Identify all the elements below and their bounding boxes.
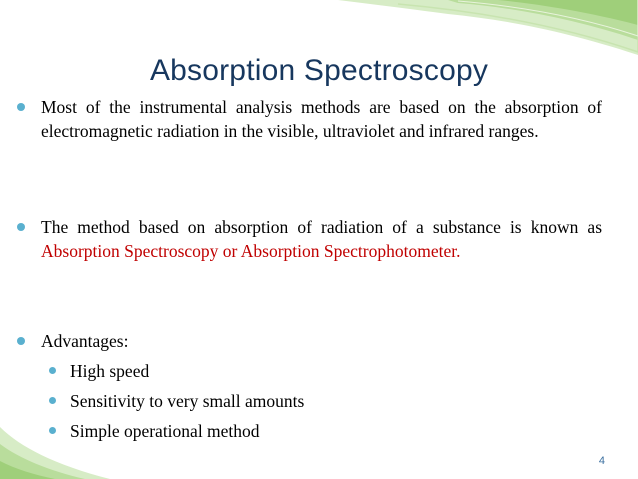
sub-bullet-text: High speed [70,361,150,381]
bullet-item [41,329,602,353]
bullet-dot-icon [49,397,56,404]
sub-bullet-item [70,389,602,413]
sub-bullet-text: Sensitivity to very small amounts [70,391,305,411]
page-number: 4 [598,455,605,467]
bullet-text: Advantages: [41,331,129,351]
corner-decoration-top-right [338,0,638,60]
bullet-dot-icon [49,367,56,374]
sub-bullet-text: Simple operational method [70,421,260,441]
bullet-dot-icon [17,223,25,231]
slide-title: Absorption Spectroscopy [149,54,489,87]
bullet-dot-icon [49,427,56,434]
bullet-item [41,215,602,263]
sub-bullet-item [70,419,602,443]
bullet-text: Most of the instrumental analysis methods are based on the absorption of electromagnetic radiation in the visible, ultraviolet and infrared ranges. [41,97,602,141]
bullet-dot-icon [17,103,25,111]
highlighted-term: Absorption Spectroscopy or Absorption Spectrophotometer. [41,241,461,261]
bullet-dot-icon [17,337,25,345]
bullet-text: The method based on absorption of radiation of a substance is known as [41,217,602,237]
sub-bullet-item [70,359,602,383]
bullet-item [41,95,602,143]
